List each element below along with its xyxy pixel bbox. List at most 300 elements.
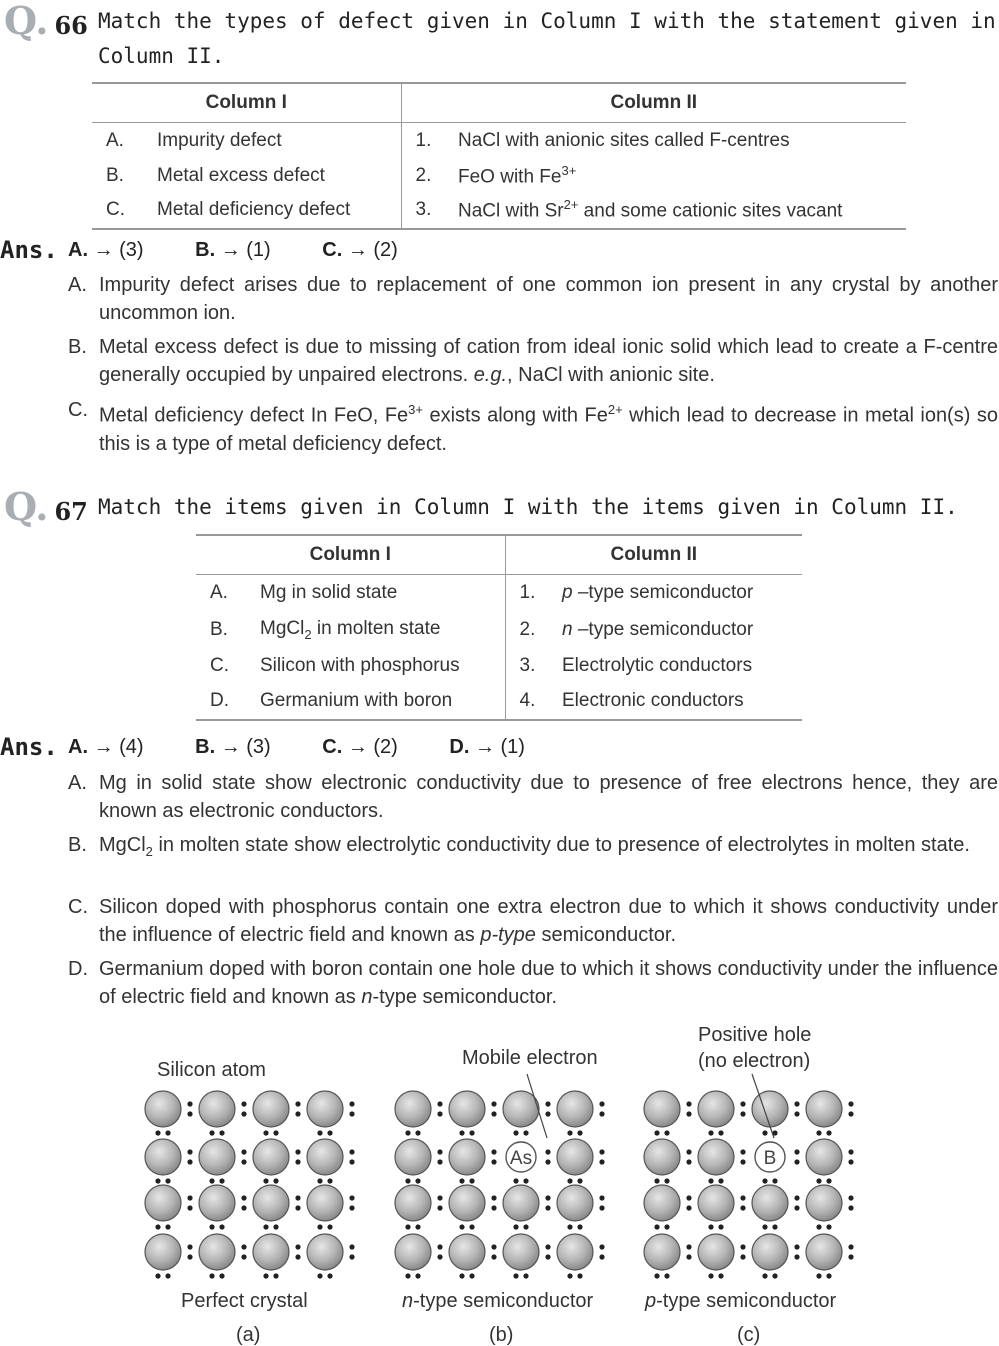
silicon-atom <box>752 1185 788 1221</box>
bond-electron <box>437 1149 442 1154</box>
bond-electron <box>187 1205 192 1210</box>
bond-electron <box>848 1159 853 1164</box>
bond-electron <box>513 1273 518 1278</box>
bond-electron <box>545 1254 550 1259</box>
bond-electron <box>545 1195 550 1200</box>
bond-electron <box>848 1195 853 1200</box>
bond-electron <box>686 1149 691 1154</box>
bond-electron <box>654 1273 659 1278</box>
row-label: 1. <box>519 582 536 604</box>
bond-electron <box>740 1254 745 1259</box>
silicon-atom <box>449 1139 485 1175</box>
bond-electron <box>459 1273 464 1278</box>
bond-electron <box>295 1149 300 1154</box>
caption-perfect-crystal: Perfect crystal <box>181 1290 308 1312</box>
bond-electron <box>848 1101 853 1106</box>
answer-item: A. → (4) <box>68 736 144 758</box>
bond-electron <box>491 1195 496 1200</box>
question-mark-q67: Q. <box>4 484 49 529</box>
silicon-atom <box>145 1139 181 1175</box>
bond-electron <box>816 1224 821 1229</box>
bond-electron <box>664 1273 669 1278</box>
bond-electron <box>327 1130 332 1135</box>
bond-electron <box>415 1178 420 1183</box>
caption-letter-c: (c) <box>737 1324 761 1346</box>
silicon-atom <box>307 1091 343 1127</box>
bond-electron <box>349 1195 354 1200</box>
silicon-atom <box>557 1185 593 1221</box>
silicon-atom <box>557 1234 593 1270</box>
silicon-atom <box>145 1091 181 1127</box>
bond-electron <box>437 1101 442 1106</box>
bond-electron <box>349 1149 354 1154</box>
bond-electron <box>762 1224 767 1229</box>
bond-electron <box>155 1130 160 1135</box>
bond-electron <box>155 1273 160 1278</box>
silicon-atom <box>698 1234 734 1270</box>
bond-electron <box>155 1224 160 1229</box>
row-label: A. <box>106 129 124 151</box>
semiconductor-lattice-figure <box>0 1016 999 1346</box>
bond-electron <box>437 1254 442 1259</box>
column-ii-header: Column II <box>401 83 906 123</box>
bond-electron <box>327 1224 332 1229</box>
bond-electron <box>219 1178 224 1183</box>
bond-electron <box>599 1195 604 1200</box>
bond-electron <box>263 1224 268 1229</box>
silicon-atom <box>503 1234 539 1270</box>
bond-electron <box>241 1244 246 1249</box>
bond-electron <box>317 1273 322 1278</box>
silicon-atom <box>644 1091 680 1127</box>
caption-letter-a: (a) <box>236 1324 261 1346</box>
bond-electron <box>718 1178 723 1183</box>
bond-electron <box>523 1224 528 1229</box>
bond-electron <box>654 1178 659 1183</box>
explanation-q66-b: B. Metal excess defect is due to missing of cation from ideal ionic solid which lead to create a F-centre generally occupied by unpaired electrons. e.g., NaCl with anionic site. <box>68 336 998 386</box>
bond-electron <box>664 1130 669 1135</box>
dopant-label: B <box>763 1148 777 1169</box>
bond-electron <box>545 1244 550 1249</box>
bond-electron <box>654 1130 659 1135</box>
bond-electron <box>686 1195 691 1200</box>
bond-electron <box>686 1205 691 1210</box>
silicon-atom <box>698 1091 734 1127</box>
bond-electron <box>762 1178 767 1183</box>
superscript: 2+ <box>563 197 579 213</box>
bond-electron <box>295 1159 300 1164</box>
silicon-atom <box>395 1091 431 1127</box>
q66-heading <box>4 0 88 43</box>
bond-electron <box>187 1195 192 1200</box>
bond-electron <box>273 1130 278 1135</box>
row-text: Germanium with boron <box>260 684 505 720</box>
bond-electron <box>165 1224 170 1229</box>
bond-electron <box>599 1149 604 1154</box>
silicon-atom <box>395 1185 431 1221</box>
row-text: Metal excess defect <box>157 159 401 193</box>
bond-electron <box>577 1273 582 1278</box>
answer-item: B. → (3) <box>195 736 271 758</box>
bond-electron <box>740 1159 745 1164</box>
silicon-atom <box>806 1139 842 1175</box>
bond-electron <box>545 1111 550 1116</box>
row-label: 4. <box>519 690 536 711</box>
silicon-atom <box>253 1185 289 1221</box>
bond-electron <box>155 1178 160 1183</box>
bond-electron <box>459 1130 464 1135</box>
silicon-atom <box>395 1234 431 1270</box>
silicon-atom <box>449 1234 485 1270</box>
explanation-q66-c: C. Metal deficiency defect In FeO, $Fe^{3+}$ exists along with $Fe^{2+}$ which lead to decrease in metal ion(s) so this is a type of metal deficiency defect. <box>68 399 998 455</box>
bond-electron <box>664 1178 669 1183</box>
bond-electron <box>241 1254 246 1259</box>
bond-electron <box>415 1273 420 1278</box>
bond-electron <box>686 1159 691 1164</box>
bond-electron <box>740 1195 745 1200</box>
bond-electron <box>513 1130 518 1135</box>
row-text: MgCl$_2$ in molten state <box>260 612 505 648</box>
bond-electron <box>241 1195 246 1200</box>
bond-electron <box>459 1224 464 1229</box>
row-text <box>458 193 906 229</box>
explanation-q67-a: A. Mg in solid state show electronic conductivity due to presence of free electrons hence, they are known as electronic conductors. <box>68 772 998 822</box>
bond-electron <box>241 1205 246 1210</box>
bond-electron <box>794 1101 799 1106</box>
bond-electron <box>762 1273 767 1278</box>
bond-electron <box>664 1224 669 1229</box>
silicon-atom <box>644 1234 680 1270</box>
silicon-atom <box>557 1139 593 1175</box>
bond-electron <box>165 1273 170 1278</box>
bond-electron <box>349 1254 354 1259</box>
bond-electron <box>718 1273 723 1278</box>
bond-electron <box>545 1149 550 1154</box>
explanation-q67-b: B. MgCl$_2$ in molten state show electrolytic conductivity due to presence of electrolytes in molten state. <box>68 834 970 859</box>
bond-electron <box>437 1195 442 1200</box>
answer-item: C. → (2) <box>322 239 398 261</box>
answer-item: C. → (2) <box>322 736 398 758</box>
bond-electron <box>794 1195 799 1200</box>
row-label: 3. <box>519 654 536 676</box>
row-text: Mg in solid state <box>260 575 505 612</box>
bond-electron <box>437 1111 442 1116</box>
bond-electron <box>209 1178 214 1183</box>
silicon-atom <box>752 1234 788 1270</box>
bond-electron <box>295 1244 300 1249</box>
caption-n-type: n-type semiconductor <box>402 1290 594 1312</box>
bond-electron <box>241 1159 246 1164</box>
silicon-atom <box>449 1185 485 1221</box>
bond-electron <box>816 1130 821 1135</box>
row-text: n –type semiconductor <box>562 618 754 640</box>
silicon-atom <box>806 1234 842 1270</box>
bond-electron <box>718 1224 723 1229</box>
answer-key-q66 <box>68 239 444 262</box>
bond-electron <box>405 1224 410 1229</box>
row-label: C. <box>210 654 229 676</box>
bond-electron <box>826 1273 831 1278</box>
bond-electron <box>219 1273 224 1278</box>
bond-electron <box>708 1178 713 1183</box>
bond-electron <box>219 1130 224 1135</box>
bond-electron <box>219 1224 224 1229</box>
bond-electron <box>437 1244 442 1249</box>
silicon-atom <box>253 1139 289 1175</box>
question-text-q66: Match the types of defect given in Column I with the statement given in Column II. <box>98 9 996 68</box>
row-label: C. <box>106 199 125 220</box>
row-text: Silicon with phosphorus <box>260 648 505 684</box>
bond-electron <box>491 1254 496 1259</box>
question-mark-q66: Q. <box>4 0 49 43</box>
bond-electron <box>187 1159 192 1164</box>
silicon-atom <box>145 1185 181 1221</box>
bond-electron <box>437 1159 442 1164</box>
bond-electron <box>708 1224 713 1229</box>
bond-electron <box>165 1178 170 1183</box>
row-text <box>458 159 906 193</box>
bond-electron <box>491 1149 496 1154</box>
answer-item: B. → (1) <box>195 239 271 261</box>
explanation-q66-a: A. Impurity defect arises due to replacement of one common ion present in any crystal by another uncommon ion. <box>68 274 998 324</box>
explanation-q67-c: C. Silicon doped with phosphorus contain one extra electron due to which it shows conductivity under the influence of electric field and known as p-type semiconductor. <box>68 896 998 946</box>
bond-electron <box>187 1111 192 1116</box>
bond-electron <box>567 1178 572 1183</box>
bond-electron <box>772 1224 777 1229</box>
bond-electron <box>459 1178 464 1183</box>
bond-electron <box>740 1149 745 1154</box>
row-text-main: FeO with Fe <box>458 166 562 188</box>
question-number-q67: 67 <box>54 497 88 526</box>
bond-electron <box>794 1244 799 1249</box>
bond-electron <box>469 1224 474 1229</box>
silicon-atom <box>199 1185 235 1221</box>
label-mobile-electron: Mobile electron <box>462 1047 598 1069</box>
explanation-q67-d: D. Germanium doped with boron contain one hole due to which it shows conductivity under the influence of electric field and known as n-type semiconductor. <box>68 958 998 1008</box>
bond-electron <box>718 1130 723 1135</box>
silicon-atom <box>307 1139 343 1175</box>
question-number-q66: 66 <box>54 11 88 40</box>
silicon-atom <box>503 1185 539 1221</box>
bond-electron <box>826 1178 831 1183</box>
bond-electron <box>469 1178 474 1183</box>
bond-electron <box>794 1149 799 1154</box>
bond-electron <box>469 1273 474 1278</box>
bond-electron <box>794 1111 799 1116</box>
lattice-c <box>644 1091 854 1279</box>
row-text: Impurity defect <box>157 123 401 159</box>
bond-electron <box>415 1224 420 1229</box>
bond-electron <box>567 1273 572 1278</box>
bond-electron <box>794 1254 799 1259</box>
bond-electron <box>349 1244 354 1249</box>
answer-label-q67: Ans. <box>0 733 58 761</box>
bond-electron <box>491 1244 496 1249</box>
bond-electron <box>848 1205 853 1210</box>
bond-electron <box>187 1101 192 1106</box>
bond-electron <box>740 1244 745 1249</box>
bond-electron <box>816 1178 821 1183</box>
row-label: B. <box>106 164 124 186</box>
bond-electron <box>513 1224 518 1229</box>
bond-electron <box>349 1101 354 1106</box>
column-i-header: Column I <box>92 83 401 123</box>
bond-electron <box>577 1178 582 1183</box>
answer-item: A. → (3) <box>68 239 144 261</box>
caption-letter-b: (b) <box>489 1324 514 1346</box>
bond-electron <box>263 1130 268 1135</box>
bond-electron <box>295 1195 300 1200</box>
bond-electron <box>545 1205 550 1210</box>
row-text: Electrolytic conductors <box>562 654 753 676</box>
silicon-atom <box>199 1091 235 1127</box>
bond-electron <box>848 1149 853 1154</box>
silicon-atom <box>199 1139 235 1175</box>
silicon-atom <box>449 1091 485 1127</box>
bond-electron <box>241 1111 246 1116</box>
bond-electron <box>415 1130 420 1135</box>
bond-electron <box>273 1273 278 1278</box>
bond-electron <box>654 1224 659 1229</box>
bond-electron <box>599 1205 604 1210</box>
bond-electron <box>295 1111 300 1116</box>
bond-electron <box>826 1130 831 1135</box>
row-text: Metal deficiency defect <box>157 193 401 229</box>
row-text: p –type semiconductor <box>562 582 754 604</box>
bond-electron <box>848 1244 853 1249</box>
bond-electron <box>599 1159 604 1164</box>
bond-electron <box>740 1101 745 1106</box>
row-label: 2. <box>415 164 432 186</box>
bond-electron <box>317 1224 322 1229</box>
label-no-electron: (no electron) <box>698 1050 811 1072</box>
bond-electron <box>187 1244 192 1249</box>
silicon-atom <box>253 1091 289 1127</box>
column-ii-header: Column II <box>505 535 802 575</box>
row-label: 3. <box>415 199 432 220</box>
bond-electron <box>187 1149 192 1154</box>
row-label: A. <box>210 582 228 604</box>
silicon-atom <box>145 1234 181 1270</box>
lattice-b <box>395 1091 605 1279</box>
bond-electron <box>165 1130 170 1135</box>
silicon-atom <box>307 1234 343 1270</box>
bond-electron <box>491 1101 496 1106</box>
bond-electron <box>327 1273 332 1278</box>
silicon-atom <box>698 1185 734 1221</box>
match-table-q67 <box>196 534 802 721</box>
bond-electron <box>209 1273 214 1278</box>
row-label: B. <box>210 618 228 640</box>
bond-electron <box>567 1130 572 1135</box>
bond-electron <box>545 1159 550 1164</box>
bond-electron <box>740 1111 745 1116</box>
row-label: D. <box>210 690 229 711</box>
bond-electron <box>523 1130 528 1135</box>
answer-label-q66: Ans. <box>0 236 58 264</box>
silicon-atom <box>253 1234 289 1270</box>
bond-electron <box>273 1178 278 1183</box>
bond-electron <box>577 1130 582 1135</box>
silicon-atom <box>752 1091 788 1127</box>
bond-electron <box>772 1178 777 1183</box>
bond-electron <box>209 1130 214 1135</box>
bond-electron <box>317 1130 322 1135</box>
bond-electron <box>567 1224 572 1229</box>
caption-p-type: p-type semiconductor <box>645 1290 837 1312</box>
bond-electron <box>327 1178 332 1183</box>
bond-electron <box>708 1273 713 1278</box>
bond-electron <box>599 1101 604 1106</box>
silicon-atom <box>806 1091 842 1127</box>
bond-electron <box>241 1101 246 1106</box>
bond-electron <box>686 1254 691 1259</box>
q67-heading <box>4 484 88 529</box>
bond-electron <box>437 1205 442 1210</box>
bond-electron <box>349 1111 354 1116</box>
bond-electron <box>317 1178 322 1183</box>
row-label: 2. <box>519 618 536 640</box>
bond-electron <box>848 1111 853 1116</box>
row-label: 1. <box>415 129 432 151</box>
bond-electron <box>794 1159 799 1164</box>
bond-electron <box>349 1159 354 1164</box>
bond-electron <box>599 1254 604 1259</box>
silicon-atom <box>199 1234 235 1270</box>
bond-electron <box>826 1224 831 1229</box>
label-positive-hole: Positive hole <box>698 1024 812 1046</box>
bond-electron <box>405 1130 410 1135</box>
bond-electron <box>599 1244 604 1249</box>
bond-electron <box>295 1101 300 1106</box>
bond-electron <box>209 1224 214 1229</box>
silicon-atom <box>557 1091 593 1127</box>
bond-electron <box>577 1224 582 1229</box>
bond-electron <box>405 1178 410 1183</box>
dopant-label: As <box>509 1148 533 1169</box>
bond-electron <box>545 1101 550 1106</box>
bond-electron <box>241 1149 246 1154</box>
superscript: 3+ <box>561 162 577 178</box>
row-text: Electronic conductors <box>562 690 744 711</box>
bond-electron <box>794 1205 799 1210</box>
answer-key-q67 <box>68 736 571 759</box>
bond-electron <box>708 1130 713 1135</box>
bond-electron <box>491 1159 496 1164</box>
row-text: NaCl with anionic sites called F-centres <box>458 129 790 151</box>
row-text-main: NaCl with Sr <box>458 200 564 222</box>
lattice-a <box>145 1091 355 1279</box>
bond-electron <box>513 1178 518 1183</box>
bond-electron <box>686 1101 691 1106</box>
bond-electron <box>273 1224 278 1229</box>
bond-electron <box>599 1111 604 1116</box>
label-silicon-atom: Silicon atom <box>157 1059 266 1081</box>
bond-electron <box>349 1205 354 1210</box>
bond-electron <box>295 1254 300 1259</box>
row-text-tail: and some cationic sites vacant <box>578 200 843 222</box>
bond-electron <box>686 1111 691 1116</box>
silicon-atom <box>644 1185 680 1221</box>
bond-electron <box>740 1205 745 1210</box>
bond-electron <box>263 1273 268 1278</box>
bond-electron <box>263 1178 268 1183</box>
bond-electron <box>762 1130 767 1135</box>
answer-item: D. → (1) <box>449 736 525 758</box>
bond-electron <box>405 1273 410 1278</box>
column-i-header: Column I <box>196 535 505 575</box>
bond-electron <box>187 1254 192 1259</box>
